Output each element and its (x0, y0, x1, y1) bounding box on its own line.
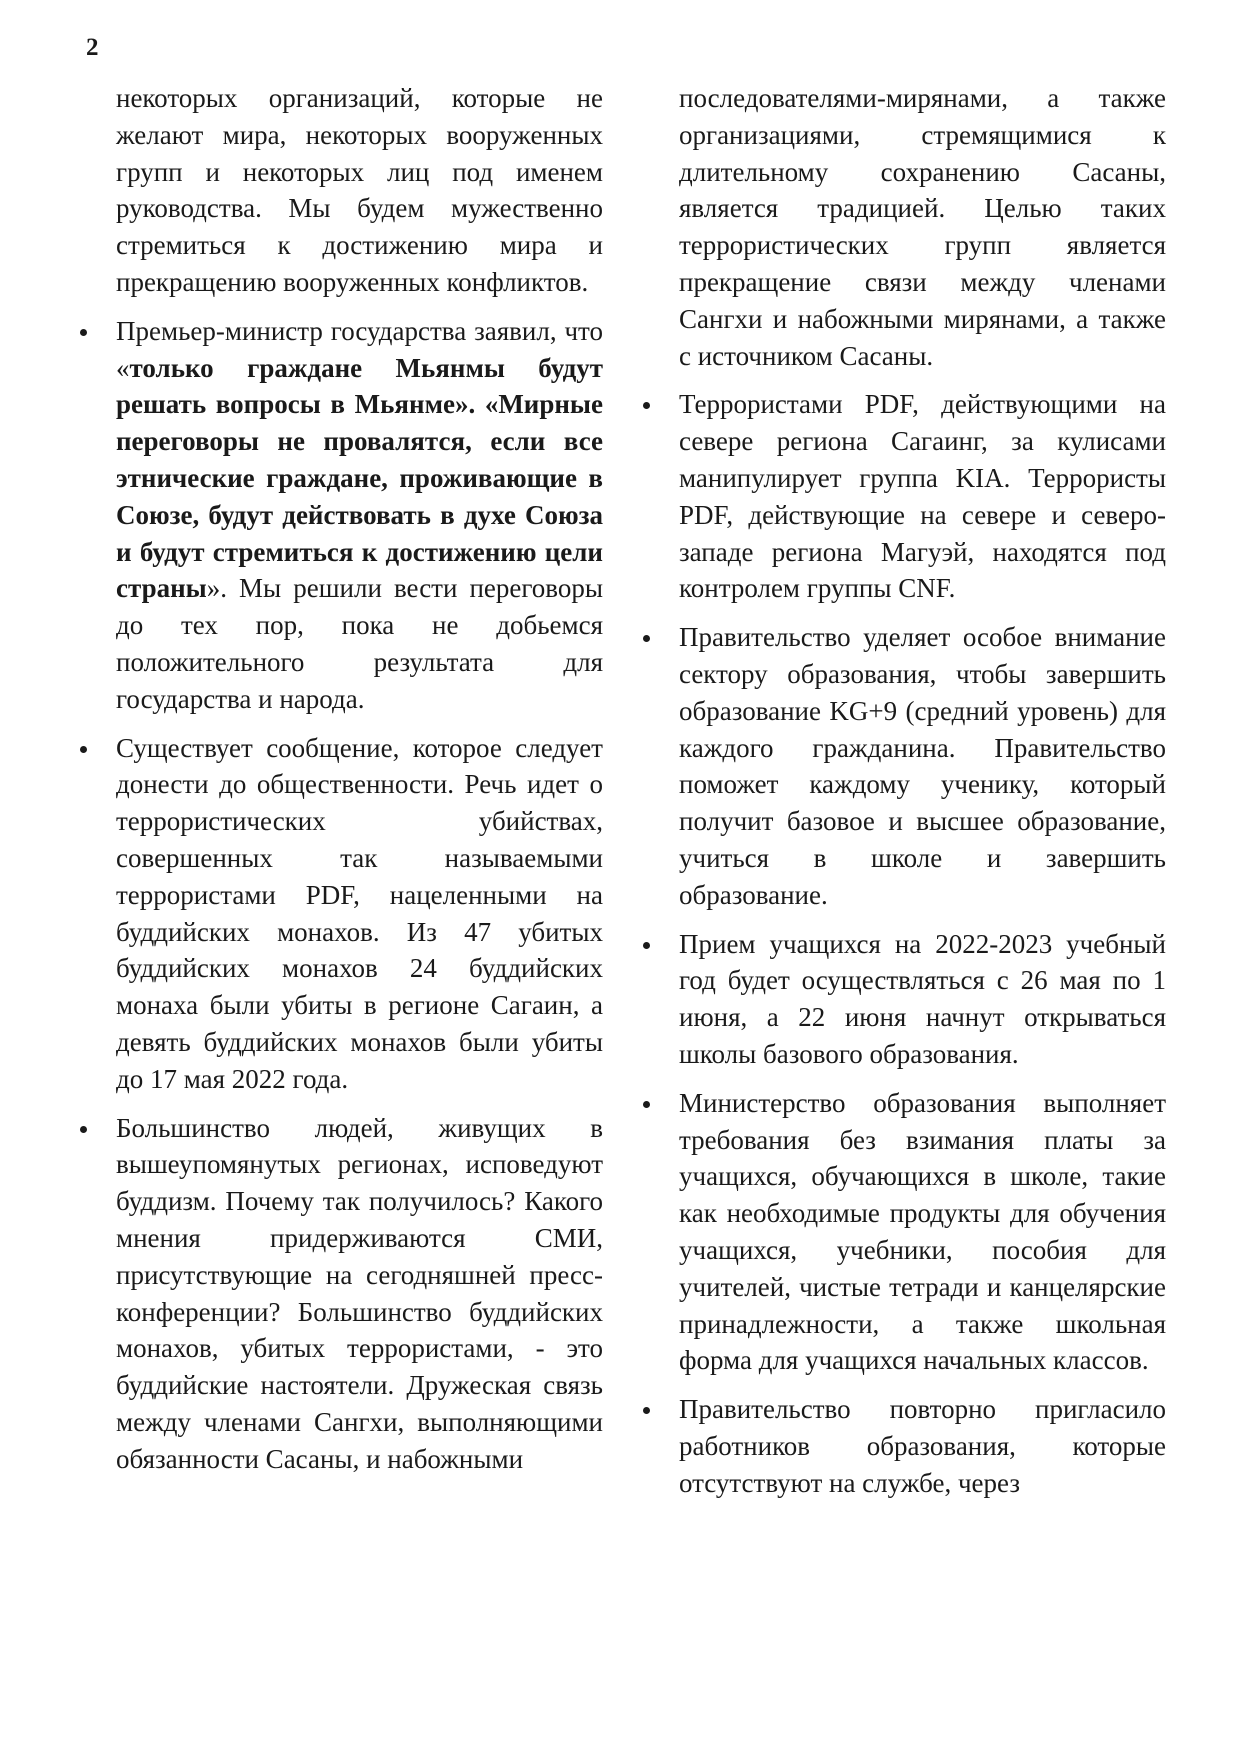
bullet-text-outro: ». Мы решили вести переговоры до тех пор, пока не добьемся положительного результата для государства и народа. (116, 573, 603, 714)
page-number: 2 (86, 34, 99, 61)
left-column (116, 80, 603, 1489)
right-column (679, 80, 1166, 1513)
bullet-item-education-sector: Правительство уделяет особое внимание сектору образования, чтобы завершить образование KG+9 (средний уровень) для каждого гражданина. Правительство поможет каждому ученику, который получит базовое и высшее образование, учиться в школе и завершить образование. (679, 619, 1166, 913)
left-continuation-paragraph: некоторых организаций, которые не желают мира, некоторых вооруженных групп и некоторых лиц под именем руководства. Мы будем мужественно стремиться к достижению мира и прекращению вооруженных конфликтов. (116, 83, 603, 297)
bullet-item-buddhism-regions: Большинство людей, живущих в вышеупомянутых регионах, исповедуют буддизм. Почему так получилось? Какого мнения придерживаются СМИ, присутствующие на сегодняшней пресс-конференции? Большинство буддийских монахов, убитых террористами, - это буддийские настоятели. Дружеская связь между членами Сангхи, выполняющими обязанности Сасаны, и набожными (116, 1110, 603, 1478)
bullet-item-pdf-terrorists: Террористами PDF, действующими на севере региона Сагаинг, за кулисами манипулирует группа KIA. Террористы PDF, действующие на севере и северо-западе региона Магуэй, находятся под контролем группы CNF. (679, 386, 1166, 607)
bullet-item-education-workers: Правительство повторно пригласило работников образования, которые отсутствуют на службе, через (679, 1391, 1166, 1501)
bullet-item-prime-minister-statement (116, 313, 603, 718)
bullet-item-student-admission: Прием учащихся на 2022-2023 учебный год будет осуществляться с 26 мая по 1 июня, а 22 июня начнут открываться школы базового образования. (679, 926, 1166, 1073)
right-continuation-paragraph: последователями-мирянами, а также организациями, стремящимися к длительному сохранению Сасаны, является традицией. Целью таких террористических групп является прекращение связи между членами Сангхи и набожными мирянами, а также с источником Сасаны. (679, 83, 1166, 371)
bullet-text-bold-quote: только граждане Мьянмы будут решать вопросы в Мьянме». «Мирные переговоры не провалятся, если все этнические граждане, проживающие в Союзе, будут действовать в духе Союза и будут стремиться к достижению цели страны (116, 352, 603, 604)
bullet-text-intro: Премьер-министр государства заявил, что « (116, 315, 603, 383)
bullet-item-monk-killings: Существует сообщение, которое следует донести до общественности. Речь идет о террористических убийствах, совершенных так называемыми террористами PDF, нацеленными на буддийских монахов. Из 47 убитых буддийских монахов 24 буддийских монаха были убиты в регионе Сагаин, а девять буддийских монахов были убиты до 17 мая 2022 года. (116, 730, 603, 1098)
bullet-item-ministry-of-education: Министерство образования выполняет требования без взимания платы за учащихся, обучающихся в школе, такие как необходимые продукты для обучения учащихся, учебники, пособия для учителей, чистые тетради и канцелярские принадлежности, а также школьная форма для учащихся начальных классов. (679, 1085, 1166, 1379)
